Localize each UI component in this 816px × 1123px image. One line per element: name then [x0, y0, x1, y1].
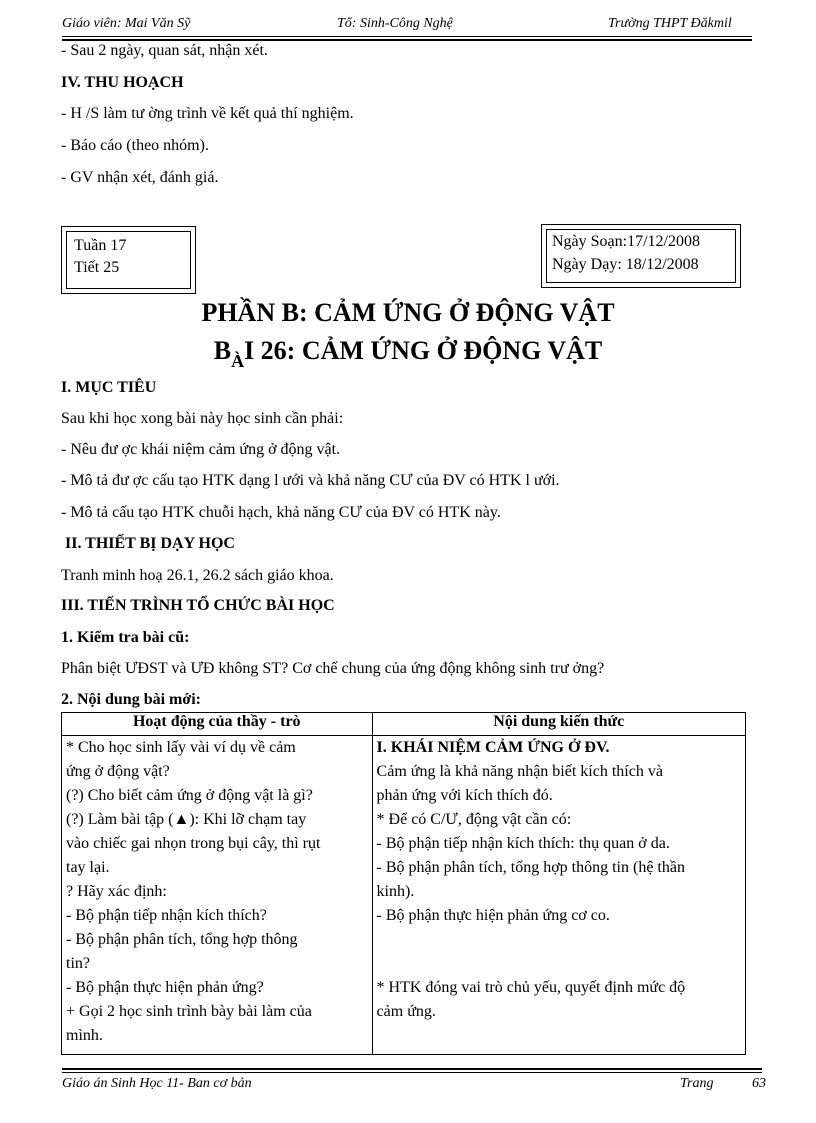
activity-line: ? Hãy xác định: — [66, 883, 167, 900]
week-label: Tuần 17 — [74, 237, 127, 254]
check-text: Phân biệt ƯĐST và ƯĐ không ST? Cơ chế chung của ứng động không sinh trư ởng? — [61, 660, 605, 677]
header-group: Tổ: Sinh-Công Nghệ — [337, 16, 453, 31]
content-line: phản ứng với kích thích đó. — [376, 787, 553, 804]
activity-line: - Bộ phận tiếp nhận kích thích? — [66, 907, 267, 924]
objective-item: - Mô tả cấu tạo HTK chuỗi hạch, khả năng CƯ của ĐV có HTK này. — [61, 504, 501, 521]
taught-date: Ngày Dạy: 18/12/2008 — [552, 256, 699, 273]
objective-item: - Mô tả đư ợc cấu tạo HTK dạng l ưới và khả năng CƯ của ĐV có HTK l ưới. — [61, 472, 560, 489]
content-line: * Để có C/Ư, động vật cần có: — [376, 811, 572, 828]
activity-line: * Cho học sinh lấy vài ví dụ về cảm — [66, 739, 296, 756]
footer-rule-thick — [62, 1068, 762, 1070]
equipment-text: Tranh minh hoạ 26.1, 26.2 sách giáo khoa. — [61, 567, 334, 584]
footer-page-label: Trang — [680, 1076, 714, 1091]
lesson-title-b: B — [213, 336, 232, 365]
header-teacher: Giáo viên: Mai Văn Sỹ — [62, 16, 191, 31]
footer-book: Giáo án Sinh Học 11- Ban cơ bản — [62, 1076, 252, 1091]
content-line: - Bộ phận thực hiện phản ứng cơ co. — [376, 907, 610, 924]
page-header — [62, 12, 752, 36]
activity-line: (?) Làm bài tập (▲): Khi lỡ chạm tay — [66, 811, 307, 828]
text-line: - Sau 2 ngày, quan sát, nhận xét. — [61, 42, 268, 59]
part-title: PHẦN B: CẢM ỨNG Ở ĐỘNG VẬT — [201, 298, 615, 327]
process-title: III. TIẾN TRÌNH TỔ CHỨC BÀI HỌC — [61, 597, 335, 614]
prepared-date: Ngày Soạn:17/12/2008 — [552, 233, 700, 250]
text-line: - H /S làm tư ờng trình về kết quả thí nghiệm. — [61, 105, 354, 122]
text-line: - GV nhận xét, đánh giá. — [61, 169, 219, 186]
activity-line: vào chiếc gai nhọn trong bụi cây, thì rụt — [66, 835, 321, 852]
content-line: - Bộ phận phân tích, tổng hợp thông tin (hệ thần — [376, 859, 685, 876]
text-line: - Báo cáo (theo nhóm). — [61, 137, 209, 154]
objectives-intro: Sau khi học xong bài này học sinh cần phải: — [61, 410, 344, 427]
period-label: Tiết 25 — [74, 259, 120, 276]
check-title: 1. Kiểm tra bài cũ: — [61, 629, 190, 646]
content-line: * HTK đóng vai trò chủ yếu, quyết định mức độ — [376, 979, 686, 996]
lesson-table — [61, 712, 746, 1055]
activity-line: + Gọi 2 học sinh trình bày bài làm của — [66, 1003, 312, 1020]
activity-line: tay lại. — [66, 859, 110, 876]
new-lesson-title: 2. Nội dung bài mới: — [61, 691, 201, 708]
content-heading: I. KHÁI NIỆM CẢM ỨNG Ở ĐV. — [376, 739, 610, 756]
equipment-title: II. THIẾT BỊ DẠY HỌC — [65, 535, 235, 552]
content-cell — [372, 736, 745, 1055]
activity-line: tin? — [66, 955, 90, 972]
page-footer — [62, 1068, 766, 1108]
footer-page-number: 63 — [752, 1076, 766, 1091]
footer-rule — [62, 1072, 762, 1073]
content-line: - Bộ phận tiếp nhận kích thích: thụ quan ở da. — [376, 835, 670, 852]
activity-line: (?) Cho biết cảm ứng ở động vật là gì? — [66, 787, 313, 804]
activity-line: mình. — [66, 1027, 103, 1044]
content-line: kinh). — [376, 883, 415, 900]
column-header-activity: Hoạt động của thầy - trò — [62, 713, 373, 736]
activity-line: - Bộ phận thực hiện phản ứng? — [66, 979, 264, 996]
activity-line: ứng ở động vật? — [66, 763, 170, 780]
lesson-title-rest: I 26: CẢM ỨNG Ở ĐỘNG VẬT — [244, 336, 603, 365]
objective-item: - Nêu đư ợc khái niệm cảm ứng ở động vật. — [61, 441, 341, 458]
header-rule-thick — [62, 39, 752, 41]
lesson-title-a: À — [231, 351, 245, 371]
lesson-title — [0, 336, 816, 371]
section-heading: IV. THU HOẠCH — [61, 74, 184, 91]
column-header-content: Nội dung kiến thức — [372, 713, 745, 736]
activity-cell — [62, 736, 373, 1055]
header-school: Trường THPT Đăkmil — [608, 16, 732, 31]
objectives-title: I. MỤC TIÊU — [61, 379, 157, 396]
activity-line: - Bộ phận phân tích, tổng hợp thông — [66, 931, 298, 948]
header-rule — [62, 36, 752, 37]
content-line: Cảm ứng là khả năng nhận biết kích thích và — [376, 763, 663, 780]
content-line: cảm ứng. — [376, 1003, 436, 1020]
